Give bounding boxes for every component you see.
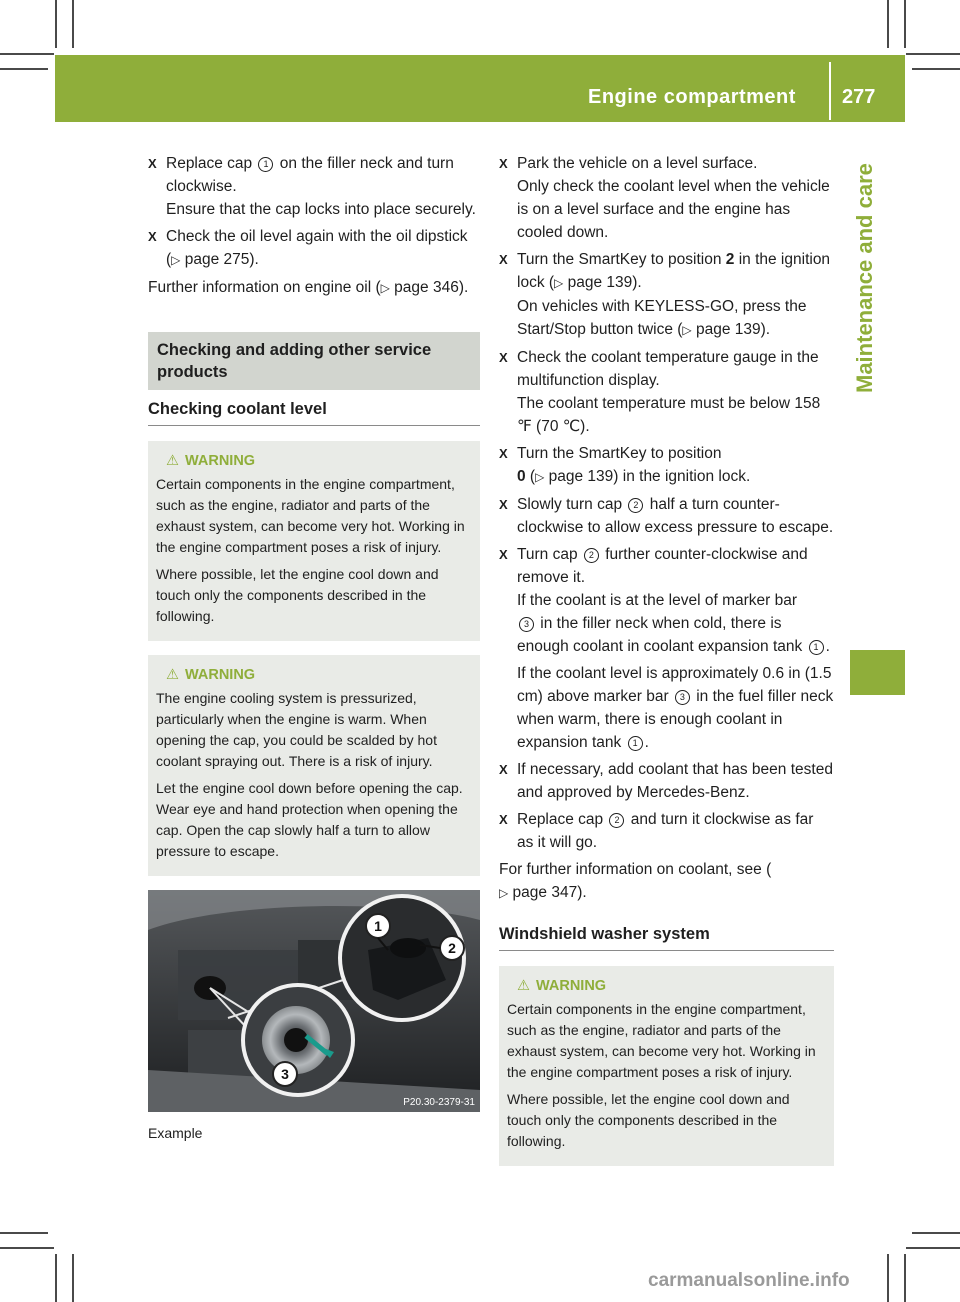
callout-1-icon: 1 <box>628 736 643 751</box>
instruction-step: X Turn the SmartKey to position 0 (▷ page 139) in the ignition lock. <box>499 442 834 489</box>
page-ref-icon: ▷ <box>682 323 692 337</box>
page-ref-icon: ▷ <box>380 281 390 295</box>
svg-text:3: 3 <box>281 1066 289 1082</box>
crop-mark <box>904 0 906 48</box>
instruction-step: X Slowly turn cap 2 half a turn counter-clockwise to allow excess pressure to escape. <box>499 493 834 539</box>
step-note: The coolant temperature must be below 158 ℉ (70 ℃). <box>517 395 821 435</box>
page-header-title: Engine compartment <box>588 86 796 108</box>
page-reference-link[interactable]: page 275 <box>184 251 250 268</box>
figure-caption: Example <box>148 1125 203 1141</box>
page-number: 277 <box>842 86 876 108</box>
warning-triangle-icon: ⚠ <box>517 978 530 994</box>
section-heading: Checking and adding other service products <box>148 332 480 390</box>
svg-text:1: 1 <box>374 918 382 934</box>
page-reference-link[interactable]: page 139 <box>695 321 761 338</box>
subheading-coolant: Checking coolant level <box>148 398 480 426</box>
callout-2-icon: 2 <box>609 813 624 828</box>
page-reference-link[interactable]: page 139 <box>548 468 614 485</box>
engine-photo-illustration <box>148 890 480 1112</box>
step-note: On vehicles with KEYLESS-GO, press the Start/Stop button twice (▷ page 139). <box>517 298 807 338</box>
step-marker-icon: X <box>499 812 508 827</box>
instruction-step: X Check the coolant temperature gauge in the multifunction display. The coolant temperature must be below 158 ℉ (70 ℃). <box>499 346 834 438</box>
step-note: If the coolant level is approximately 0.6 in (1.5 cm) above marker bar 3 in the fuel filler neck when warm, there is enough coolant in expansion tank 1 . <box>517 665 834 751</box>
right-column <box>499 152 834 1180</box>
step-note: Ensure that the cap locks into place securely. <box>166 201 476 218</box>
instruction-step: X Turn cap 2 further counter-clockwise and remove it. If the coolant is at the level of marker bar 3 in the filler neck when cold, there is enough coolant in coolant expansion tank 1 . If the coolant level is approximately 0.6 in (1.5 cm) above marker bar 3 in the fuel filler neck when warm, there is enough coolant in expansion tank 1 . <box>499 543 834 754</box>
crop-mark <box>55 1254 57 1302</box>
crop-mark <box>0 53 54 55</box>
callout-1-icon: 1 <box>809 640 824 655</box>
callout-1-icon: 1 <box>258 157 273 172</box>
figure-code: P20.30-2379-31 <box>403 1097 475 1108</box>
crop-mark <box>72 0 74 48</box>
instruction-step: X If necessary, add coolant that has been tested and approved by Mercedes-Benz. <box>499 758 834 804</box>
step-marker-icon: X <box>499 547 508 562</box>
crop-mark <box>912 1232 960 1234</box>
page-ref-icon: ▷ <box>554 276 564 290</box>
step-note: If the coolant is at the level of marker bar 3 in the filler neck when cold, there is enough coolant in coolant expansion tank 1 . <box>517 592 830 655</box>
instruction-step: X Turn the SmartKey to position 2 in the ignition lock (▷ page 139). On vehicles with KEYLESS-GO, press the Start/Stop button twice (▷ page 139). <box>499 248 834 342</box>
warning-box: ⚠ WARNING The engine cooling system is pressurized, particularly when the engine is warm. When opening the cap, you could be scalded by hot coolant spraying out. There is a risk of injury. Let the engine cool down before opening the cap. Wear eye and hand protection when opening the cap. Open the cap slowly half a turn to allow pressure to escape. <box>148 655 480 876</box>
crop-mark <box>0 1247 54 1249</box>
crop-mark <box>904 1254 906 1302</box>
further-info: Further information on engine oil (▷ page 346). <box>148 279 469 296</box>
crop-mark <box>55 0 57 48</box>
crop-mark <box>906 1247 960 1249</box>
crop-mark <box>912 68 960 70</box>
step-marker-icon: X <box>499 252 508 267</box>
warning-heading: ⚠ WARNING <box>166 453 256 469</box>
step-marker-icon: X <box>499 762 508 777</box>
subheading-washer: Windshield washer system <box>499 923 834 951</box>
instruction-step: X Park the vehicle on a level surface. Only check the coolant level when the vehicle is on a level surface and the engine has cooled down. <box>499 152 834 244</box>
callout-3-icon: 3 <box>519 617 534 632</box>
header-divider <box>829 62 831 120</box>
chapter-tab-marker <box>850 650 905 695</box>
crop-mark <box>72 1254 74 1302</box>
callout-2-icon: 2 <box>628 498 643 513</box>
warning-triangle-icon: ⚠ <box>166 453 179 469</box>
step-marker-icon: X <box>499 350 508 365</box>
page-reference-link[interactable]: page 346 <box>394 279 459 296</box>
instruction-step: X Replace cap 1 on the filler neck and turn clockwise. Ensure that the cap locks into place securely. <box>148 152 480 221</box>
warning-heading: ⚠ WARNING <box>517 978 607 994</box>
page-ref-icon: ▷ <box>535 470 545 484</box>
step-note: Only check the coolant level when the vehicle is on a level surface and the engine has cooled down. <box>517 178 830 241</box>
step-marker-icon: X <box>499 446 508 461</box>
warning-heading: ⚠ WARNING <box>166 667 256 683</box>
crop-mark <box>0 1232 48 1234</box>
step-marker-icon: X <box>499 497 508 512</box>
callout-2-icon: 2 <box>584 548 599 563</box>
crop-mark <box>887 1254 889 1302</box>
warning-box: ⚠ WARNING Certain components in the engine compartment, such as the engine, radiator and parts of the exhaust system, can become very hot. Working in the engine compartment poses a risk of injury. Where possible, let the engine cool down and touch only the components described in the following. <box>499 966 834 1166</box>
instruction-step: X Replace cap 2 and turn it clockwise as far as it will go. <box>499 808 834 854</box>
callout-3-icon: 3 <box>675 690 690 705</box>
page-reference-link[interactable]: page 139 <box>567 274 633 291</box>
chapter-tab-label: Maintenance and care <box>852 163 877 393</box>
step-marker-icon: X <box>499 156 508 171</box>
step-marker-icon: X <box>148 156 157 171</box>
crop-mark <box>0 68 48 70</box>
left-column <box>148 152 480 1145</box>
warning-box: ⚠ WARNING Certain components in the engine compartment, such as the engine, radiator and parts of the exhaust system, can become very hot. Working in the engine compartment poses a risk of injury. Where possible, let the engine cool down and touch only the components described in the following. <box>148 441 480 641</box>
step-marker-icon: X <box>148 229 157 244</box>
further-info: For further information on coolant, see ( ▷ page 347). <box>499 861 772 901</box>
watermark-text: carmanualsonline.info <box>648 1270 850 1291</box>
warning-triangle-icon: ⚠ <box>166 667 179 683</box>
page-ref-icon: ▷ <box>171 253 181 267</box>
engine-compartment-photo <box>148 890 480 1112</box>
instruction-step: X Check the oil level again with the oil dipstick (▷ page 275). <box>148 225 480 272</box>
crop-mark <box>887 0 889 48</box>
svg-text:2: 2 <box>448 940 456 956</box>
page-reference-link[interactable]: page 347 <box>512 884 578 901</box>
page-ref-icon: ▷ <box>499 886 509 900</box>
crop-mark <box>906 53 960 55</box>
